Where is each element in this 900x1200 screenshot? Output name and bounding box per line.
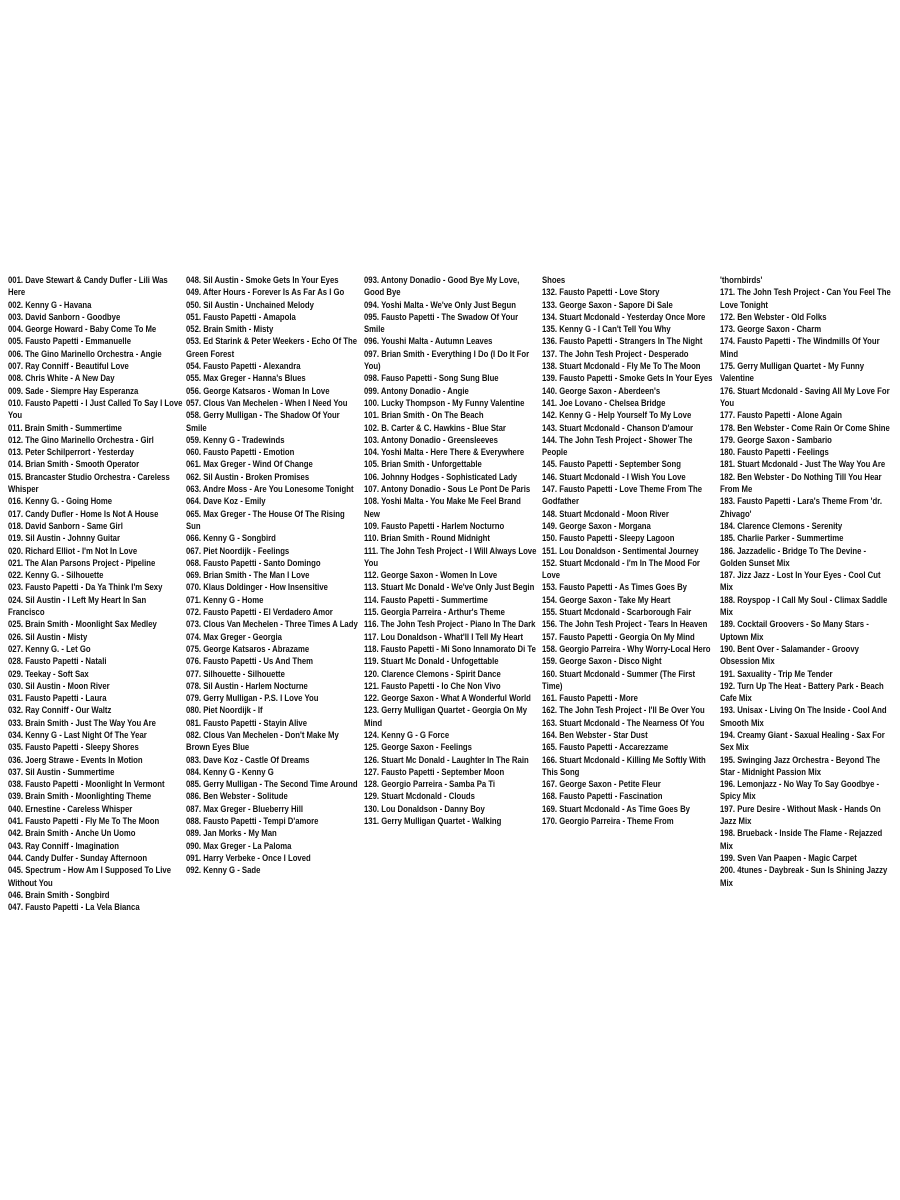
track-entry: 120. Clarence Clemons - Spirit Dance: [364, 668, 501, 679]
track-entry: 147. Fausto Papetti - Love Theme From The Godfather: [542, 484, 703, 507]
track-entry: 123. Gerry Mulligan Quartet - Georgia On My Mind: [364, 705, 528, 728]
tracklist-column-3: [364, 274, 539, 913]
track-entry: 163. Stuart Mcdonald - The Nearness Of You: [542, 717, 705, 728]
track-entry: 113. Stuart Mc Donald - We've Only Just Begin: [364, 582, 535, 593]
track-entry: 090. Max Greger - La Paloma: [186, 840, 292, 851]
track-entry: 045. Spectrum - How Am I Supposed To Live Without You: [8, 865, 172, 888]
track-entry: 118. Fausto Papetti - Mi Sono Innamorato Di Te: [364, 643, 536, 654]
track-entry: 004. George Howard - Baby Come To Me: [8, 324, 157, 335]
track-entry: 094. Yoshi Malta - We've Only Just Begun: [364, 299, 516, 310]
track-entry: 193. Unisax - Living On The Inside - Cool And Smooth Mix: [720, 705, 887, 728]
track-entry: 186. Jazzadelic - Bridge To The Devine - Golden Sunset Mix: [720, 545, 867, 568]
track-entry: 132. Fausto Papetti - Love Story: [542, 287, 660, 298]
track-entry: 146. Stuart Mcdonald - I Wish You Love: [542, 471, 686, 482]
track-entry: 070. Klaus Doldinger - How Insensitive: [186, 582, 328, 593]
track-entry: 166. Stuart Mcdonald - Killing Me Softly With This Song: [542, 754, 706, 777]
track-entry: 159. George Saxon - Disco Night: [542, 656, 662, 667]
track-entry: 073. Clous Van Mechelen - Three Times A Lady: [186, 619, 358, 630]
track-entry: 005. Fausto Papetti - Emmanuelle: [8, 336, 132, 347]
track-entry: 107. Antony Donadio - Sous Le Pont De Paris: [364, 484, 531, 495]
track-entry: 020. Richard Elliot - I'm Not In Love: [8, 545, 138, 556]
track-entry: 060. Fausto Papetti - Emotion: [186, 447, 295, 458]
track-entry: 131. Gerry Mulligan Quartet - Walking: [364, 816, 502, 827]
track-entry: 015. Brancaster Studio Orchestra - Careless Whisper: [8, 471, 170, 495]
track-entry: 188. Royspop - I Call My Soul - Climax Saddle Mix: [720, 594, 888, 618]
track-entry: 067. Piet Noordijk - Feelings: [186, 545, 290, 556]
track-entry: 050. Sil Austin - Unchained Melody: [186, 299, 314, 310]
track-entry: 082. Clous Van Mechelen - Don't Make My Brown Eyes Blue: [186, 729, 339, 753]
track-entry: 041. Fausto Papetti - Fly Me To The Moon: [8, 816, 160, 827]
track-entry: 128. Georgio Parreira - Samba Pa Ti: [364, 779, 496, 790]
track-entry: 115. Georgia Parreira - Arthur's Theme: [364, 607, 505, 618]
tracklist-column-4: [542, 274, 717, 913]
track-entry: 145. Fausto Papetti - September Song: [542, 459, 681, 470]
track-entry: 177. Fausto Papetti - Alone Again: [720, 410, 842, 421]
track-entry: 002. Kenny G - Havana: [8, 299, 92, 310]
track-entry: 062. Sil Austin - Broken Promises: [186, 471, 310, 482]
track-entry: 051. Fausto Papetti - Amapola: [186, 311, 296, 322]
track-entry: 117. Lou Donaldson - What'll I Tell My Heart: [364, 631, 524, 642]
track-entry: 100. Lucky Thompson - My Funny Valentine: [364, 397, 525, 408]
track-entry: 157. Fausto Papetti - Georgia On My Mind: [542, 631, 695, 642]
track-entry: 093. Antony Donadio - Good Bye My Love, Good Bye: [364, 275, 520, 298]
track-entry: 058. Gerry Mulligan - The Shadow Of Your Smile: [186, 410, 340, 433]
track-entry: 088. Fausto Papetti - Tempi D'amore: [186, 816, 319, 827]
track-entry: 064. Dave Koz - Emily: [186, 496, 266, 507]
track-entry: Shoes: [542, 275, 566, 285]
track-entry: 148. Stuart Mcdonald - Moon River: [542, 508, 669, 519]
track-entry: 104. Yoshi Malta - Here There & Everywhere: [364, 447, 525, 458]
track-entry: 053. Ed Starink & Peter Weekers - Echo Of The Green Forest: [186, 336, 358, 359]
track-entry: 108. Yoshi Malta - You Make Me Feel Brand New: [364, 496, 521, 519]
track-entry: 179. George Saxon - Sambario: [720, 434, 832, 445]
track-entry: 077. Silhouette - Silhouette: [186, 668, 285, 679]
tracklist-column-5: [720, 274, 895, 913]
track-entry: 169. Stuart Mcdonald - As Time Goes By: [542, 803, 690, 814]
track-entry: 150. Fausto Papetti - Sleepy Lagoon: [542, 533, 675, 544]
track-entry: 021. The Alan Parsons Project - Pipeline: [8, 557, 156, 568]
tracklist-column-2: [186, 274, 361, 913]
track-entry: 071. Kenny G - Home: [186, 594, 264, 605]
track-entry: 153. Fausto Papetti - As Times Goes By: [542, 582, 687, 593]
track-entry: 069. Brian Smith - The Man I Love: [186, 570, 310, 581]
track-entry: 034. Kenny G - Last Night Of The Year: [8, 729, 147, 740]
track-entry: 182. Ben Webster - Do Nothing Till You Hear From Me: [720, 471, 882, 495]
track-entry: 085. Gerry Mulligan - The Second Time Around: [186, 779, 358, 790]
track-entry: 122. George Saxon - What A Wonderful World: [364, 693, 531, 704]
track-entry: 119. Stuart Mc Donald - Unfogettable: [364, 656, 499, 667]
track-entry: 074. Max Greger - Georgia: [186, 631, 282, 642]
track-entry: 175. Gerry Mulligan Quartet - My Funny Valentine: [720, 361, 865, 384]
track-entry: 171. The John Tesh Project - Can You Feel The Love Tonight: [720, 287, 891, 310]
track-entry: 054. Fausto Papetti - Alexandra: [186, 361, 301, 372]
track-entry: 063. Andre Moss - Are You Lonesome Tonight: [186, 484, 354, 495]
track-entry: 010. Fausto Papetti - I Just Called To Say I Love You: [8, 397, 183, 421]
track-entry: 174. Fausto Papetti - The Windmills Of Your Mind: [720, 336, 880, 359]
track-entry: 011. Brain Smith - Summertime: [8, 422, 122, 433]
track-entry: 007. Ray Conniff - Beautiful Love: [8, 361, 129, 372]
track-entry: 125. George Saxon - Feelings: [364, 742, 472, 753]
track-entry: 124. Kenny G - G Force: [364, 729, 450, 740]
track-entry: 096. Youshi Malta - Autumn Leaves: [364, 336, 493, 347]
track-entry: 028. Fausto Papetti - Natali: [8, 656, 107, 667]
track-entry: 129. Stuart Mcdonald - Clouds: [364, 791, 475, 802]
track-entry: 018. David Sanborn - Same Girl: [8, 520, 123, 531]
track-entry: 127. Fausto Papetti - September Moon: [364, 766, 505, 777]
track-entry: 143. Stuart Mcdonald - Chanson D'amour: [542, 422, 694, 433]
track-entry: 191. Saxuality - Trip Me Tender: [720, 668, 833, 679]
track-entry: 195. Swinging Jazz Orchestra - Beyond The Star - Midnight Passion Mix: [720, 754, 881, 777]
track-entry: 133. George Saxon - Sapore Di Sale: [542, 299, 673, 310]
track-entry: 046. Brain Smith - Songbird: [8, 889, 110, 900]
track-entry: 081. Fausto Papetti - Stayin Alive: [186, 717, 308, 728]
track-entry: 033. Brain Smith - Just The Way You Are: [8, 717, 156, 728]
track-entry: 197. Pure Desire - Without Mask - Hands On Jazz Mix: [720, 803, 881, 827]
track-entry: 035. Fausto Papetti - Sleepy Shores: [8, 742, 139, 753]
track-entry: 027. Kenny G. - Let Go: [8, 643, 91, 654]
track-entry: 025. Brain Smith - Moonlight Sax Medley: [8, 619, 157, 630]
track-entry: 068. Fausto Papetti - Santo Domingo: [186, 557, 321, 568]
track-entry: 102. B. Carter & C. Hawkins - Blue Star: [364, 422, 506, 433]
track-entry: 139. Fausto Papetti - Smoke Gets In Your Eyes: [542, 373, 713, 384]
track-entry: 013. Peter Schilperrort - Yesterday: [8, 447, 134, 458]
track-entry: 167. George Saxon - Petite Fleur: [542, 779, 661, 790]
track-entry: 030. Sil Austin - Moon River: [8, 680, 110, 691]
track-entry: 076. Fausto Papetti - Us And Them: [186, 656, 314, 667]
track-entry: 038. Fausto Papetti - Moonlight In Vermont: [8, 779, 165, 790]
track-entry: 052. Brain Smith - Misty: [186, 324, 274, 335]
track-entry: 138. Stuart Mcdonald - Fly Me To The Moon: [542, 361, 701, 372]
track-entry: 016. Kenny G. - Going Home: [8, 496, 113, 507]
track-entry: 184. Clarence Clemons - Serenity: [720, 520, 843, 531]
track-entry: 023. Fausto Papetti - Da Ya Think I'm Sexy: [8, 582, 163, 593]
track-entry: 198. Brueback - Inside The Flame - Rejazzed Mix: [720, 828, 883, 851]
track-entry: 103. Antony Donadio - Greensleeves: [364, 434, 498, 445]
track-entry: 014. Brian Smith - Smooth Operator: [8, 459, 140, 470]
track-entry: 151. Lou Donaldson - Sentimental Journey: [542, 545, 699, 556]
track-entry: 066. Kenny G - Songbird: [186, 533, 276, 544]
track-entry: 112. George Saxon - Women In Love: [364, 570, 498, 581]
track-entry: 075. George Katsaros - Abrazame: [186, 643, 310, 654]
track-entry: 086. Ben Webster - Solitude: [186, 791, 288, 802]
track-entry: 031. Fausto Papetti - Laura: [8, 693, 107, 704]
track-entry: 091. Harry Verbeke - Once I Loved: [186, 852, 311, 863]
track-entry: 190. Bent Over - Salamander - Groovy Obsession Mix: [720, 643, 859, 667]
track-entry: 080. Piet Noordijk - If: [186, 705, 263, 716]
track-entry: 158. Georgio Parreira - Why Worry-Local Hero: [542, 643, 711, 654]
track-entry: 047. Fausto Papetti - La Vela Bianca: [8, 902, 140, 913]
track-entry: 026. Sil Austin - Misty: [8, 631, 88, 642]
track-entry: 056. George Katsaros - Woman In Love: [186, 385, 330, 396]
track-entry: 141. Joe Lovano - Chelsea Bridge: [542, 397, 666, 408]
track-entry: 109. Fausto Papetti - Harlem Nocturno: [364, 520, 505, 531]
track-entry: 055. Max Greger - Hanna's Blues: [186, 373, 306, 384]
track-entry: 006. The Gino Marinello Orchestra - Angie: [8, 348, 162, 359]
track-entry: 154. George Saxon - Take My Heart: [542, 594, 671, 605]
track-entry: 048. Sil Austin - Smoke Gets In Your Eyes: [186, 275, 339, 285]
track-entry: 101. Brian Smith - On The Beach: [364, 410, 484, 421]
track-entry: 199. Sven Van Paapen - Magic Carpet: [720, 852, 857, 863]
track-entry: 189. Cocktail Groovers - So Many Stars - Uptown Mix: [720, 619, 869, 642]
track-entry: 152. Stuart Mcdonald - I'm In The Mood For Love: [542, 557, 700, 581]
track-entry: 173. George Saxon - Charm: [720, 324, 822, 335]
track-entry: 009. Sade - Siempre Hay Esperanza: [8, 385, 139, 396]
track-entry: 192. Turn Up The Heat - Battery Park - Beach Cafe Mix: [720, 680, 884, 704]
track-entry: 099. Antony Donadio - Angie: [364, 385, 469, 396]
track-entry: 176. Stuart Mcdonald - Saving All My Love For You: [720, 385, 890, 408]
track-entry: 140. George Saxon - Aberdeen's: [542, 385, 661, 396]
track-entry: 042. Brain Smith - Anche Un Uomo: [8, 828, 136, 839]
track-entry: 114. Fausto Papetti - Summertime: [364, 594, 488, 605]
track-entry: 059. Kenny G - Tradewinds: [186, 434, 285, 445]
track-entry: 037. Sil Austin - Summertime: [8, 766, 115, 777]
track-entry: 144. The John Tesh Project - Shower The People: [542, 434, 693, 458]
track-entry: 040. Ernestine - Careless Whisper: [8, 803, 133, 814]
track-entry: 'thornbirds': [720, 275, 763, 285]
track-entry: 172. Ben Webster - Old Folks: [720, 311, 827, 322]
track-entry: 072. Fausto Papetti - El Verdadero Amor: [186, 607, 333, 618]
track-entry: 185. Charlie Parker - Summertime: [720, 533, 844, 544]
track-entry: 017. Candy Dufler - Home Is Not A House: [8, 508, 159, 519]
track-entry: 161. Fausto Papetti - More: [542, 693, 638, 704]
track-entry: 178. Ben Webster - Come Rain Or Come Shine: [720, 422, 890, 433]
track-entry: 164. Ben Webster - Star Dust: [542, 729, 648, 740]
track-entry: 098. Fauso Papetti - Song Sung Blue: [364, 373, 499, 384]
track-entry: 142. Kenny G - Help Yourself To My Love: [542, 410, 692, 421]
track-entry: 061. Max Greger - Wind Of Change: [186, 459, 313, 470]
track-entry: 137. The John Tesh Project - Desperado: [542, 348, 689, 359]
track-entry: 095. Fausto Papetti - The Swadow Of Your Smile: [364, 311, 519, 335]
track-entry: 008. Chris White - A New Day: [8, 373, 115, 384]
track-entry: 003. David Sanborn - Goodbye: [8, 311, 121, 322]
track-entry: 039. Brain Smith - Moonlighting Theme: [8, 791, 152, 802]
track-entry: 165. Fausto Papetti - Accarezzame: [542, 742, 669, 753]
track-entry: 083. Dave Koz - Castle Of Dreams: [186, 754, 310, 765]
track-entry: 136. Fausto Papetti - Strangers In The Night: [542, 336, 703, 347]
track-entry: 106. Johnny Hodges - Sophisticated Lady: [364, 471, 518, 482]
track-entry: 149. George Saxon - Morgana: [542, 520, 651, 531]
track-entry: 022. Kenny G. - Silhouette: [8, 570, 104, 581]
track-entry: 065. Max Greger - The House Of The Rising Sun: [186, 508, 345, 531]
track-entry: 134. Stuart Mcdonald - Yesterday Once More: [542, 311, 706, 322]
track-entry: 111. The John Tesh Project - I Will Always Love You: [364, 545, 537, 568]
track-entry: 200. 4tunes - Daybreak - Sun Is Shining Jazzy Mix: [720, 865, 888, 888]
track-entry: 162. The John Tesh Project - I'll Be Over You: [542, 705, 705, 716]
track-entry: 187. Jizz Jazz - Lost In Your Eyes - Cool Cut Mix: [720, 570, 881, 593]
track-entry: 024. Sil Austin - I Left My Heart In San Francisco: [8, 594, 147, 618]
track-entry: 019. Sil Austin - Johnny Guitar: [8, 533, 120, 544]
track-entry: 126. Stuart Mc Donald - Laughter In The Rain: [364, 754, 529, 765]
track-entry: 087. Max Greger - Blueberry Hill: [186, 803, 304, 814]
track-entry: 084. Kenny G - Kenny G: [186, 766, 274, 777]
track-entry: 012. The Gino Marinello Orchestra - Girl: [8, 434, 154, 445]
track-entry: 001. Dave Stewart & Candy Dufler - Lili Was Here: [8, 275, 168, 298]
track-entry: 194. Creamy Giant - Saxual Healing - Sax For Sex Mix: [720, 729, 885, 753]
track-entry: 155. Stuart Mcdonald - Scarborough Fair: [542, 607, 692, 618]
track-entry: 121. Fausto Papetti - Io Che Non Vivo: [364, 680, 501, 691]
track-entry: 116. The John Tesh Project - Piano In The Dark: [364, 619, 536, 630]
track-entry: 168. Fausto Papetti - Fascination: [542, 791, 663, 802]
track-entry: 043. Ray Conniff - Imagination: [8, 840, 119, 851]
track-entry: 029. Teekay - Soft Sax: [8, 668, 89, 679]
tracklist: [8, 274, 893, 913]
track-entry: 170. Georgio Parreira - Theme From: [542, 816, 674, 827]
track-entry: 180. Fausto Papetti - Feelings: [720, 447, 829, 458]
track-entry: 183. Fausto Papetti - Lara's Theme From 'dr. Zhivago': [720, 496, 882, 519]
track-entry: 160. Stuart Mcdonald - Summer (The First Time): [542, 668, 696, 691]
track-entry: 057. Clous Van Mechelen - When I Need You: [186, 397, 348, 408]
track-entry: 032. Ray Conniff - Our Waltz: [8, 705, 112, 716]
track-entry: 044. Candy Dulfer - Sunday Afternoon: [8, 852, 148, 863]
track-entry: 130. Lou Donaldson - Danny Boy: [364, 803, 485, 814]
track-entry: 079. Gerry Mulligan - P.S. I Love You: [186, 693, 319, 704]
tracklist-column-1: [8, 274, 183, 913]
track-entry: 078. Sil Austin - Harlem Nocturne: [186, 680, 308, 691]
track-entry: 156. The John Tesh Project - Tears In Heaven: [542, 619, 708, 630]
track-entry: 089. Jan Morks - My Man: [186, 828, 277, 839]
track-entry: 049. After Hours - Forever Is As Far As I Go: [186, 287, 345, 298]
track-entry: 181. Stuart Mcdonald - Just The Way You Are: [720, 459, 886, 470]
track-entry: 196. Lemonjazz - No Way To Say Goodbye - Spicy Mix: [720, 779, 880, 802]
track-entry: 092. Kenny G - Sade: [186, 865, 261, 876]
track-entry: 135. Kenny G - I Can't Tell You Why: [542, 324, 671, 335]
track-entry: 036. Joerg Strawe - Events In Motion: [8, 754, 143, 765]
track-entry: 105. Brian Smith - Unforgettable: [364, 459, 482, 470]
track-entry: 097. Brian Smith - Everything I Do (I Do It For You): [364, 348, 530, 372]
track-entry: 110. Brian Smith - Round Midnight: [364, 533, 491, 544]
